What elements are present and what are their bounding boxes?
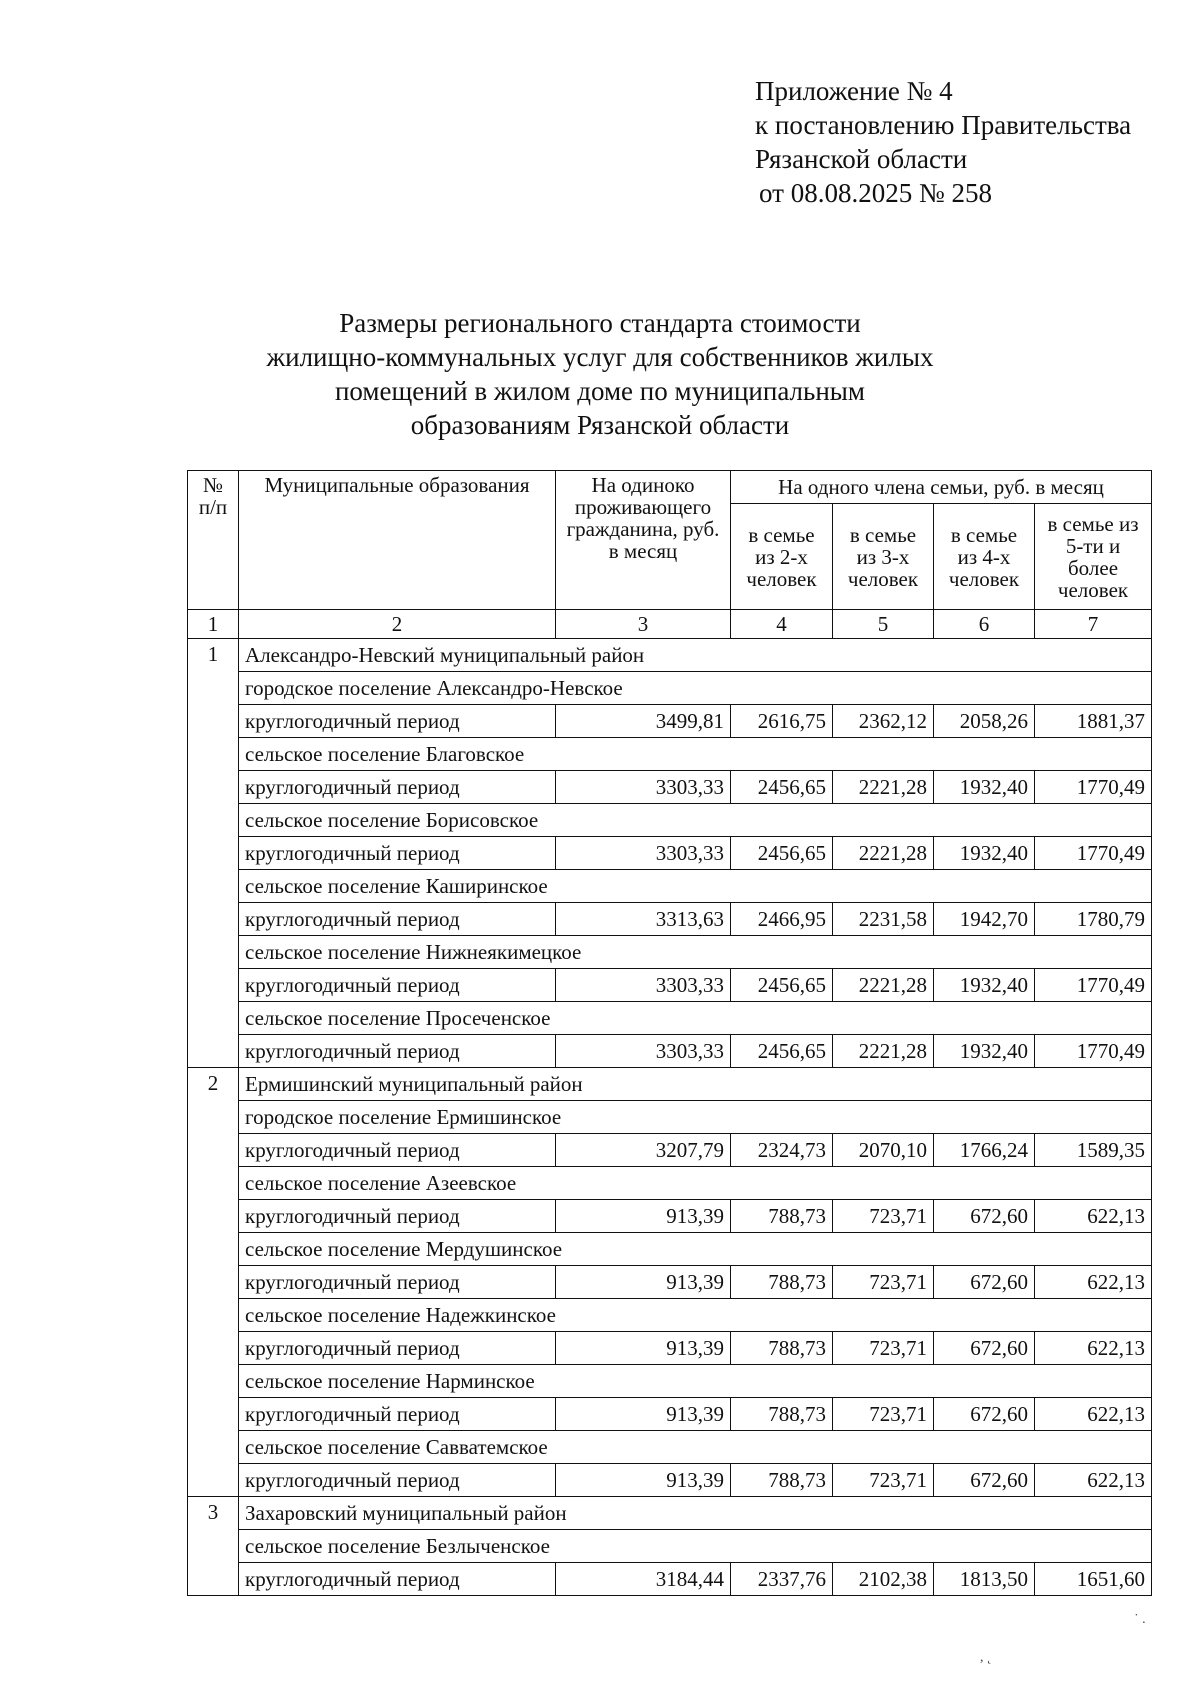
settlement-row [188, 1167, 1152, 1200]
value-cell: 672,60 [934, 1332, 1035, 1365]
value-cell: 2058,26 [934, 705, 1035, 738]
value-cell: 1881,37 [1035, 705, 1152, 738]
value-cell: 1932,40 [934, 837, 1035, 870]
header-number: № п/п [188, 471, 239, 610]
header-municipality: Муниципальные образования [239, 471, 556, 610]
settlement-name: сельское поселение Мердушинское [239, 1233, 1152, 1266]
period-label: круглогодичный период [239, 1332, 556, 1365]
header-family-5plus: в семье из 5-ти и более человек [1035, 504, 1152, 610]
col-number: 4 [731, 610, 833, 639]
value-cell: 1770,49 [1035, 969, 1152, 1002]
value-cell: 913,39 [556, 1332, 731, 1365]
district-row [188, 1497, 1152, 1530]
value-cell: 913,39 [556, 1200, 731, 1233]
district-name: Ермишинский муниципальный район [239, 1068, 1152, 1101]
district-number: 3 [188, 1497, 239, 1596]
period-row [188, 1266, 1152, 1299]
district-name: Захаровский муниципальный район [239, 1497, 1152, 1530]
table-body [188, 639, 1152, 1596]
value-cell: 622,13 [1035, 1464, 1152, 1497]
scan-mark: , ˛ [980, 1650, 992, 1665]
value-cell: 1651,60 [1035, 1563, 1152, 1596]
period-row [188, 837, 1152, 870]
value-cell: 1589,35 [1035, 1134, 1152, 1167]
settlement-name: сельское поселение Нижнеякимецкое [239, 936, 1152, 969]
period-label: круглогодичный период [239, 771, 556, 804]
value-cell: 2221,28 [833, 1035, 934, 1068]
settlement-name: сельское поселение Каширинское [239, 870, 1152, 903]
settlement-row [188, 870, 1152, 903]
col-number: 2 [239, 610, 556, 639]
period-label: круглогодичный период [239, 705, 556, 738]
settlement-name: сельское поселение Савватемское [239, 1431, 1152, 1464]
value-cell: 2616,75 [731, 705, 833, 738]
value-cell: 2456,65 [731, 1035, 833, 1068]
value-cell: 913,39 [556, 1464, 731, 1497]
value-cell: 2337,76 [731, 1563, 833, 1596]
header-single-citizen: На одиноко проживающего гражданина, руб. в месяц [556, 471, 731, 610]
settlement-name: городское поселение Александро-Невское [239, 672, 1152, 705]
value-cell: 3184,44 [556, 1563, 731, 1596]
header-family-3: в семье из 3-х человек [833, 504, 934, 610]
title-line: помещений в жилом доме по муниципальным [334, 376, 866, 406]
period-label: круглогодичный период [239, 1134, 556, 1167]
col-number: 3 [556, 610, 731, 639]
value-cell: 723,71 [833, 1200, 934, 1233]
value-cell: 1770,49 [1035, 1035, 1152, 1068]
period-row [188, 1200, 1152, 1233]
scan-mark: ˙ . [1134, 1612, 1146, 1627]
value-cell: 3303,33 [556, 837, 731, 870]
col-number: 1 [188, 610, 239, 639]
period-row [188, 771, 1152, 804]
settlement-name: сельское поселение Благовское [239, 738, 1152, 771]
period-label: круглогодичный период [239, 903, 556, 936]
settlement-name: сельское поселение Азеевское [239, 1167, 1152, 1200]
value-cell: 788,73 [731, 1200, 833, 1233]
value-cell: 913,39 [556, 1398, 731, 1431]
header-family-member: На одного члена семьи, руб. в месяц [731, 471, 1152, 504]
value-cell: 3303,33 [556, 969, 731, 1002]
period-label: круглогодичный период [239, 1563, 556, 1596]
value-cell: 2231,58 [833, 903, 934, 936]
period-row [188, 1332, 1152, 1365]
value-cell: 672,60 [934, 1200, 1035, 1233]
settlement-name: сельское поселение Безлыченское [239, 1530, 1152, 1563]
value-cell: 2221,28 [833, 969, 934, 1002]
value-cell: 1932,40 [934, 1035, 1035, 1068]
value-cell: 2324,73 [731, 1134, 833, 1167]
col-number: 7 [1035, 610, 1152, 639]
title-line: Размеры регионального стандарта стоимости [339, 308, 861, 338]
value-cell: 2221,28 [833, 837, 934, 870]
value-cell: 1813,50 [934, 1563, 1035, 1596]
settlement-row [188, 1233, 1152, 1266]
value-cell: 672,60 [934, 1398, 1035, 1431]
value-cell: 788,73 [731, 1332, 833, 1365]
value-cell: 3303,33 [556, 771, 731, 804]
appendix-line: к постановлению Правительства [755, 110, 1132, 140]
period-label: круглогодичный период [239, 969, 556, 1002]
settlement-row [188, 738, 1152, 771]
value-cell: 2221,28 [833, 771, 934, 804]
settlement-name: сельское поселение Нарминское [239, 1365, 1152, 1398]
settlement-row [188, 1101, 1152, 1134]
period-row [188, 1563, 1152, 1596]
col-number: 6 [934, 610, 1035, 639]
value-cell: 913,39 [556, 1266, 731, 1299]
value-cell: 672,60 [934, 1266, 1035, 1299]
settlement-row [188, 1002, 1152, 1035]
value-cell: 3303,33 [556, 1035, 731, 1068]
period-row [188, 969, 1152, 1002]
value-cell: 2466,95 [731, 903, 833, 936]
appendix-line: Приложение № 4 [755, 76, 953, 106]
value-cell: 1770,49 [1035, 837, 1152, 870]
value-cell: 1942,70 [934, 903, 1035, 936]
value-cell: 788,73 [731, 1266, 833, 1299]
value-cell: 2070,10 [833, 1134, 934, 1167]
period-label: круглогодичный период [239, 1464, 556, 1497]
value-cell: 723,71 [833, 1398, 934, 1431]
period-label: круглогодичный период [239, 1266, 556, 1299]
period-label: круглогодичный период [239, 1035, 556, 1068]
value-cell: 1780,79 [1035, 903, 1152, 936]
settlement-row [188, 672, 1152, 705]
header-family-2: в семье из 2-х человек [731, 504, 833, 610]
settlement-row [188, 1365, 1152, 1398]
header-family-4: в семье из 4-х человек [934, 504, 1035, 610]
value-cell: 788,73 [731, 1464, 833, 1497]
period-row [188, 1035, 1152, 1068]
cost-standard-table [187, 470, 1152, 1596]
value-cell: 672,60 [934, 1464, 1035, 1497]
settlement-name: сельское поселение Надежкинское [239, 1299, 1152, 1332]
period-row [188, 1398, 1152, 1431]
period-row [188, 903, 1152, 936]
period-label: круглогодичный период [239, 1398, 556, 1431]
value-cell: 1932,40 [934, 771, 1035, 804]
title-line: образованиям Рязанской области [410, 410, 790, 440]
district-name: Александро-Невский муниципальный район [239, 639, 1152, 672]
value-cell: 2102,38 [833, 1563, 934, 1596]
value-cell: 622,13 [1035, 1200, 1152, 1233]
col-number: 5 [833, 610, 934, 639]
value-cell: 2362,12 [833, 705, 934, 738]
settlement-row [188, 1431, 1152, 1464]
settlement-name: городское поселение Ермишинское [239, 1101, 1152, 1134]
period-label: круглогодичный период [239, 1200, 556, 1233]
value-cell: 723,71 [833, 1332, 934, 1365]
settlement-name: сельское поселение Просеченское [239, 1002, 1152, 1035]
value-cell: 3313,63 [556, 903, 731, 936]
period-row [188, 1464, 1152, 1497]
title-line: жилищно-коммунальных услуг для собственников жилых [266, 342, 934, 372]
settlement-row [188, 1299, 1152, 1332]
appendix-line: Рязанской области [755, 144, 968, 174]
value-cell: 723,71 [833, 1464, 934, 1497]
value-cell: 2456,65 [731, 837, 833, 870]
value-cell: 723,71 [833, 1266, 934, 1299]
appendix-line: от 08.08.2025 № 258 [759, 178, 992, 208]
district-number: 1 [188, 639, 239, 1068]
value-cell: 622,13 [1035, 1398, 1152, 1431]
value-cell: 3499,81 [556, 705, 731, 738]
value-cell: 622,13 [1035, 1266, 1152, 1299]
value-cell: 1932,40 [934, 969, 1035, 1002]
settlement-row [188, 804, 1152, 837]
value-cell: 1770,49 [1035, 771, 1152, 804]
value-cell: 1766,24 [934, 1134, 1035, 1167]
value-cell: 3207,79 [556, 1134, 731, 1167]
value-cell: 622,13 [1035, 1332, 1152, 1365]
value-cell: 2456,65 [731, 969, 833, 1002]
appendix-block [755, 74, 1131, 210]
value-cell: 2456,65 [731, 771, 833, 804]
district-number: 2 [188, 1068, 239, 1497]
settlement-name: сельское поселение Борисовское [239, 804, 1152, 837]
settlement-row [188, 1530, 1152, 1563]
period-label: круглогодичный период [239, 837, 556, 870]
district-row [188, 1068, 1152, 1101]
value-cell: 788,73 [731, 1398, 833, 1431]
document-title [180, 306, 1020, 442]
period-row [188, 1134, 1152, 1167]
district-row [188, 639, 1152, 672]
settlement-row [188, 936, 1152, 969]
period-row [188, 705, 1152, 738]
